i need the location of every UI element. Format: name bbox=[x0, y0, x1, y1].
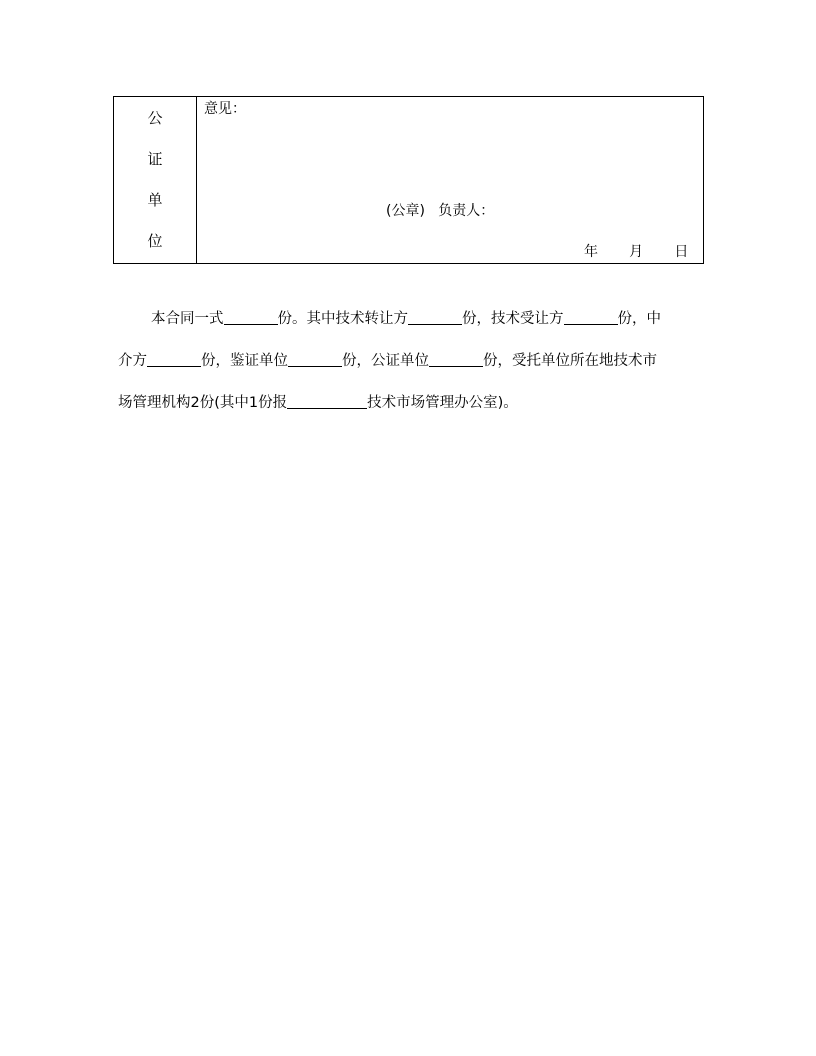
notary-copies-blank[interactable] bbox=[429, 352, 483, 367]
paragraph-line-1 bbox=[118, 298, 698, 340]
line1-part1: 本合同一式 bbox=[151, 311, 224, 327]
paragraph-line-2 bbox=[118, 340, 698, 382]
label-char-3: 单 bbox=[147, 191, 163, 209]
seal-text: (公章) bbox=[386, 203, 425, 219]
line1-part3: 份，技术受让方 bbox=[462, 311, 564, 327]
transferee-copies-blank[interactable] bbox=[564, 310, 618, 325]
line1-part4: 份，中 bbox=[617, 311, 661, 327]
label-char-2: 证 bbox=[147, 150, 163, 168]
line3-part2: 技术市场管理办公室)。 bbox=[367, 395, 518, 411]
line2-part1: 介方 bbox=[118, 353, 147, 369]
line3-part1: 场管理机构2份(其中1份报 bbox=[118, 395, 288, 411]
line1-part2: 份。其中技术转让方 bbox=[277, 311, 408, 327]
date-month: 月 bbox=[629, 244, 644, 260]
opinion-label: 意见： bbox=[204, 101, 246, 117]
line2-part3: 份，公证单位 bbox=[342, 353, 429, 369]
date-year: 年 bbox=[584, 244, 598, 260]
responsible-label: 负责人： bbox=[438, 203, 495, 219]
market-office-blank[interactable] bbox=[287, 394, 367, 409]
label-char-1: 公 bbox=[147, 109, 163, 127]
intermediary-copies-blank[interactable] bbox=[147, 352, 201, 367]
copies-paragraph bbox=[118, 298, 698, 424]
line2-part4: 份，受托单位所在地技术市 bbox=[483, 353, 657, 369]
date-line bbox=[584, 243, 688, 261]
appraisal-copies-blank[interactable] bbox=[288, 352, 342, 367]
notary-signature-table bbox=[113, 96, 704, 264]
paragraph-line-3 bbox=[118, 382, 698, 424]
line2-part2: 份，鉴证单位 bbox=[201, 353, 288, 369]
label-char-4: 位 bbox=[147, 232, 163, 250]
transferor-copies-blank[interactable] bbox=[408, 310, 462, 325]
seal-line bbox=[386, 202, 494, 220]
copies-total-blank[interactable] bbox=[224, 310, 278, 325]
date-day: 日 bbox=[674, 244, 689, 260]
notary-unit-label-cell bbox=[114, 97, 197, 263]
